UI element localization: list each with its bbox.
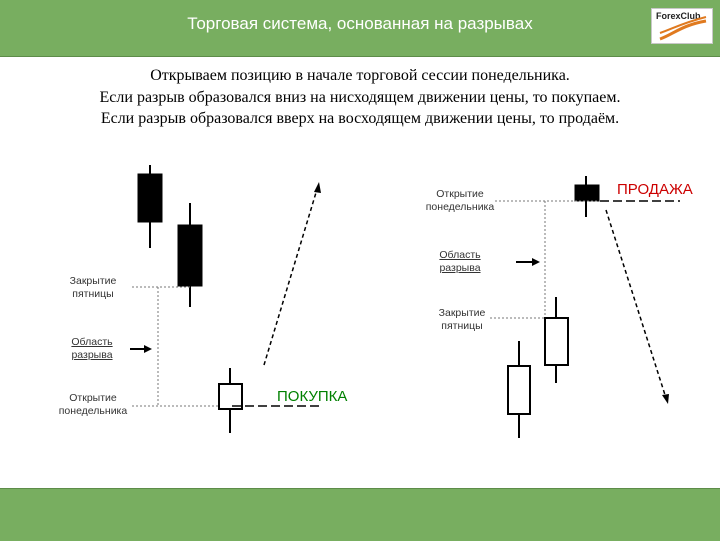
buy-direction-arrow (264, 186, 318, 365)
buy-signal-label: ПОКУПКА (277, 388, 348, 405)
bullish-candle-2-right (545, 318, 568, 365)
logo-text: ForexClub (656, 11, 701, 21)
bullish-candle-1-right (508, 366, 530, 414)
intro-line-3: Если разрыв образовался вверх на восходящем движении цены, то продаём. (100, 110, 620, 127)
friday-close-label-right: Закрытие пятницы (438, 307, 486, 332)
footer-bar (0, 488, 720, 541)
sell-arrow-head (662, 394, 669, 404)
monday-open-label-left: Открытие понедельника (58, 392, 128, 417)
slide-title: Торговая система, основанная на разрывах (187, 14, 533, 33)
gap-arrow-head-right (532, 258, 540, 266)
sell-direction-arrow (606, 210, 666, 398)
bearish-candle-1 (138, 174, 162, 222)
gap-arrow-head-left (144, 345, 152, 353)
intro-line-2: Если разрыв образовался вниз на нисходящем движении цены, то покупаем. (99, 89, 621, 106)
sell-signal-label: ПРОДАЖА (617, 181, 693, 198)
intro-line-1: Открываем позицию в начале торговой сессии понедельника. (150, 67, 570, 84)
gap-area-label-right: Область разрыва (439, 249, 481, 274)
friday-close-label-left: Закрытие пятницы (69, 275, 117, 300)
bearish-candle-2 (178, 225, 202, 286)
gap-area-label-left: Область разрыва (71, 336, 113, 361)
monday-open-label-right: Открытие понедельника (425, 188, 495, 213)
bearish-candle-monday-right (575, 185, 599, 201)
buy-arrow-head (314, 182, 321, 193)
